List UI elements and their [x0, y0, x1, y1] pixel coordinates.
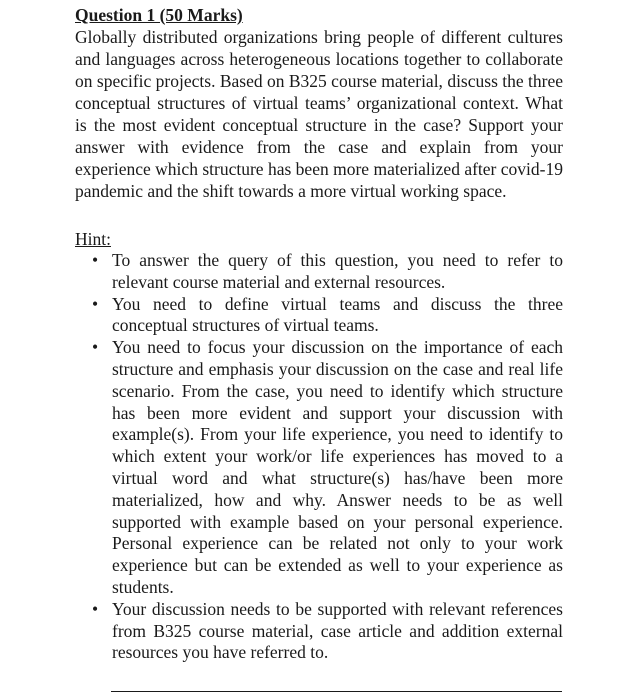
bottom-rule: [111, 691, 562, 692]
hint-item-text: You need to focus your discussion on the importance of each structure and emphasis your discussion on the case and real life scenario. From the case, you need to identify which structure has been more evident and support your discussion with example(s). From your life experience, you need to identify to which extent your work/or life experiences has moved to a virtual word and what structure(s) has/have been more materialized, how and why. Answer needs to be as well supported with example based on your personal experience. Personal experience can be related not only to your work experience but can be extended as well to your experience as students.: [112, 337, 563, 597]
hint-heading: Hint:: [75, 229, 111, 249]
bullet-icon: •: [92, 598, 99, 619]
hint-item-text: To answer the query of this question, you need to refer to relevant course material and external resources.: [112, 250, 563, 292]
document-page: [75, 4, 563, 664]
question-body: Globally distributed organizations bring people of different cultures and languages across heterogeneous locations together to collaborate on specific projects. Based on B325 course material, discuss the three conceptual structures of virtual teams’ organizational context. What is the most evident conceptual structure in the case? Support your answer with evidence from the case and explain from your experience which structure has been more materialized after covid-19 pandemic and the shift towards a more virtual working space.: [75, 27, 563, 201]
hint-item: [75, 250, 563, 294]
hint-item-text: You need to define virtual teams and discuss the three conceptual structures of virtual teams.: [112, 293, 563, 336]
hint-item-text: Your discussion needs to be supported with relevant references from B325 course material, case article and addition external resources you have referred to.: [112, 598, 563, 663]
hint-item: [75, 599, 563, 664]
hint-item: [75, 337, 563, 599]
question-title: Question 1 (50 Marks): [75, 5, 243, 25]
hint-list: [75, 250, 563, 664]
bullet-icon: •: [92, 250, 99, 270]
bullet-icon: •: [92, 293, 99, 314]
hint-item: [75, 294, 563, 338]
bullet-icon: •: [92, 337, 99, 358]
